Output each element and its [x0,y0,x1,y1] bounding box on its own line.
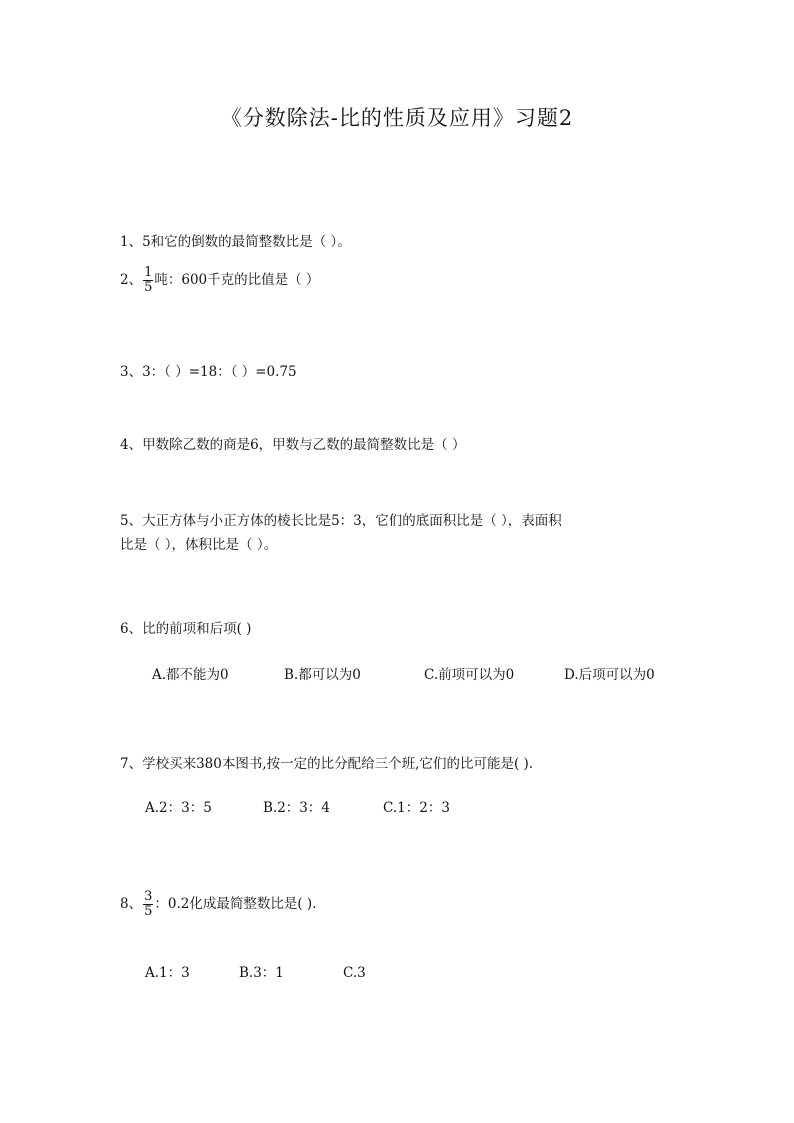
page-title: 《分数除法-比的性质及应用》习题2 [220,106,574,130]
question-8-text: ：0.2化成最简整数比是( ). [154,896,317,912]
option-c: C.前项可以为0 [424,667,515,683]
option-b: B.都可以为0 [284,667,361,683]
fraction-denominator: 5 [144,904,153,919]
option-a: A.2：3：5 [145,800,212,816]
question-8-options [145,961,366,981]
fraction-numerator: 3 [144,889,153,904]
option-c: C.1：2：3 [383,800,450,816]
question-5-line-2: 比是（ ），体积比是（ ）。 [120,537,278,553]
question-5-line-1: 5、大正方体与小正方体的棱长比是5：3，它们的底面积比是（ ），表面积 [120,513,562,529]
question-8-number: 8、 [120,896,143,912]
question-2-text: 吨：600千克的比值是（ ） [154,272,320,288]
question-4: 4、甲数除乙数的商是6，甲数与乙数的最简整数比是（ ） [120,437,466,453]
question-6: 6、比的前项和后项( ) [120,621,252,637]
option-a: A.都不能为0 [152,667,229,683]
option-c: C.3 [343,965,366,981]
option-a: A.1：3 [145,965,190,981]
fraction-three-fifths [143,890,153,919]
fraction-one-fifth [143,266,153,295]
option-d: D.后项可以为0 [564,667,655,683]
question-8 [120,890,316,919]
question-7-options [145,796,450,816]
question-6-options [152,663,655,683]
question-1: 1、5和它的倒数的最简整数比是（ ）。 [120,234,351,250]
question-2-number: 2、 [120,272,143,288]
question-3: 3、3：（ ）=18：（ ）=0.75 [120,364,297,380]
fraction-denominator: 5 [144,280,153,295]
option-b: B.3：1 [239,965,284,981]
fraction-numerator: 1 [144,265,153,280]
option-b: B.2：3：4 [263,800,330,816]
question-2 [120,266,319,295]
question-7: 7、学校买来380本图书,按一定的比分配给三个班,它们的比可能是( ). [120,756,534,772]
